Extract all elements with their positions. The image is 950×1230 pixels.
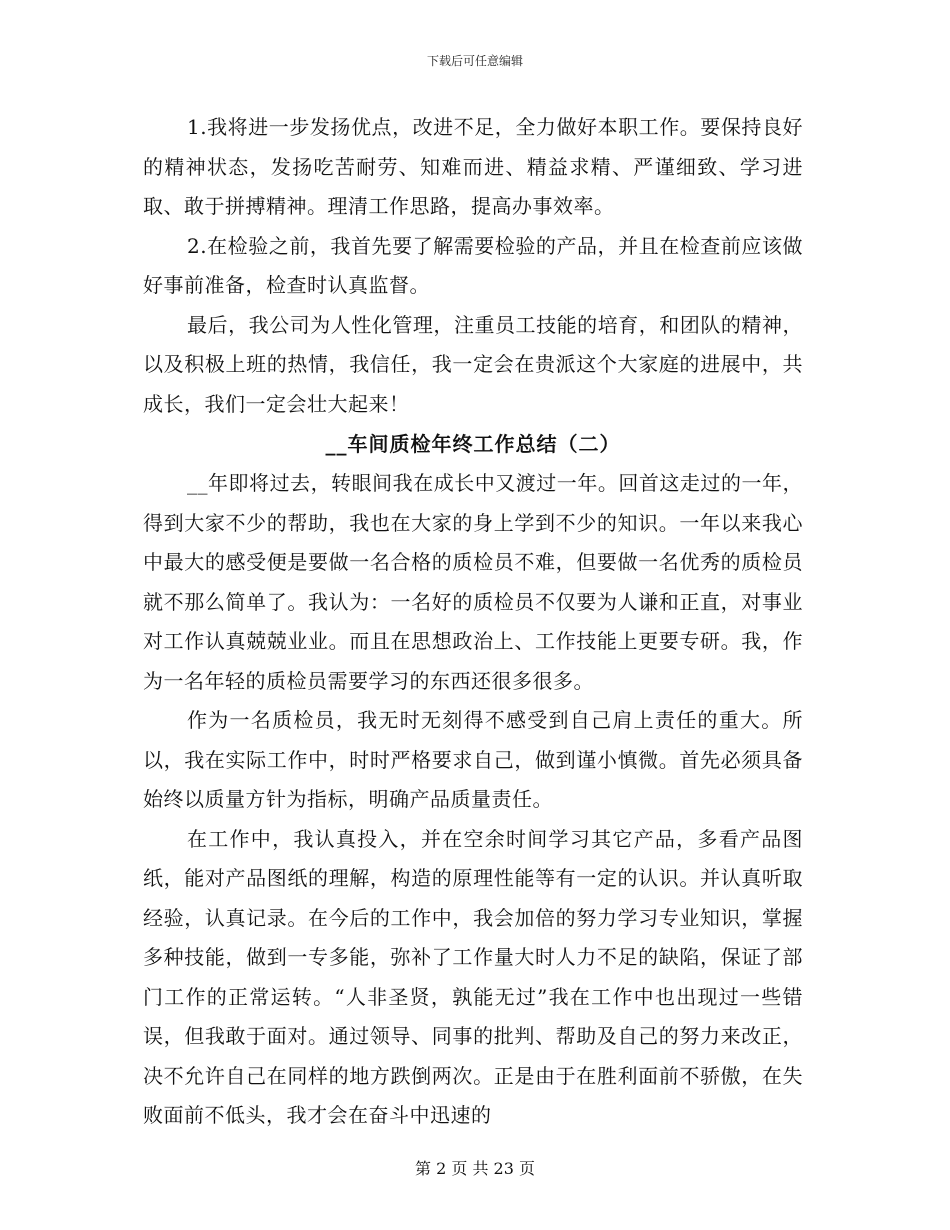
page-header: 下载后可任意编辑 — [426, 54, 523, 68]
paragraph-1: 1.我将进一步发扬优点，改进不足，全力做好本职工作。要保持良好的精神状态，发扬吃苦耐劳、知难而进、精益求精、严谨细致、学习进取、敢于拼搏精神。理清工作思路，提高办事效率。 — [143, 115, 803, 218]
paragraph-6: 在工作中，我认真投入，并在空余时间学习其它产品，多看产品图纸，能对产品图纸的理解，构造的原理性能等有一定的认识。并认真听取经验，认真记录。在今后的工作中，我会加倍的努力学习专业知识，掌握多种技能，做到一专多能，弥补了工作量大时人力不足的缺陷，保证了部门工作的正常运转。“人非圣贤，孰能无过”我在工作中也出现过一些错误，但我敢于面对。通过领导、同事的批判、帮助及自己的努力来改正，决不允许自己在同样的地方跌倒两次。正是由于在胜利面前不骄傲，在失败面前不低头，我才会在奋斗中迅速的 — [143, 826, 803, 1127]
page-footer: 第 2 页 共 23 页 — [415, 1159, 535, 1178]
paragraph-5: 作为一名质检员，我无时无刻得不感受到自己肩上责任的重大。所以，我在实际工作中，时时严格要求自己，做到谨小慎微。首先必须具备始终以质量方针为指标，明确产品质量责任。 — [143, 708, 803, 811]
paragraph-3: 最后，我公司为人性化管理，注重员工技能的培育，和团队的精神，以及积极上班的热情，我信任，我一定会在贵派这个大家庭的进展中，共成长，我们一定会壮大起来！ — [143, 312, 803, 416]
section-title: __车间质检年终工作总结（二） — [325, 432, 621, 456]
document-body — [143, 108, 803, 1136]
paragraph-2: 2.在检验之前，我首先要了解需要检验的产品，并且在检查前应该做好事前准备，检查时认真监督。 — [143, 233, 803, 297]
paragraph-4: __年即将过去，转眼间我在成长中又渡过一年。回首这走过的一年，得到大家不少的帮助，我也在大家的身上学到不少的知识。一年以来我心中最大的感受便是要做一名合格的质检员不难，但要做一名优秀的质检员就不那么简单了。我认为：一名好的质检员不仅要为人谦和正直，对事业对工作认真兢兢业业。而且在思想政治上、工作技能上更要专研。我，作为一名年轻的质检员需要学习的东西还很多很多。 — [143, 471, 803, 693]
